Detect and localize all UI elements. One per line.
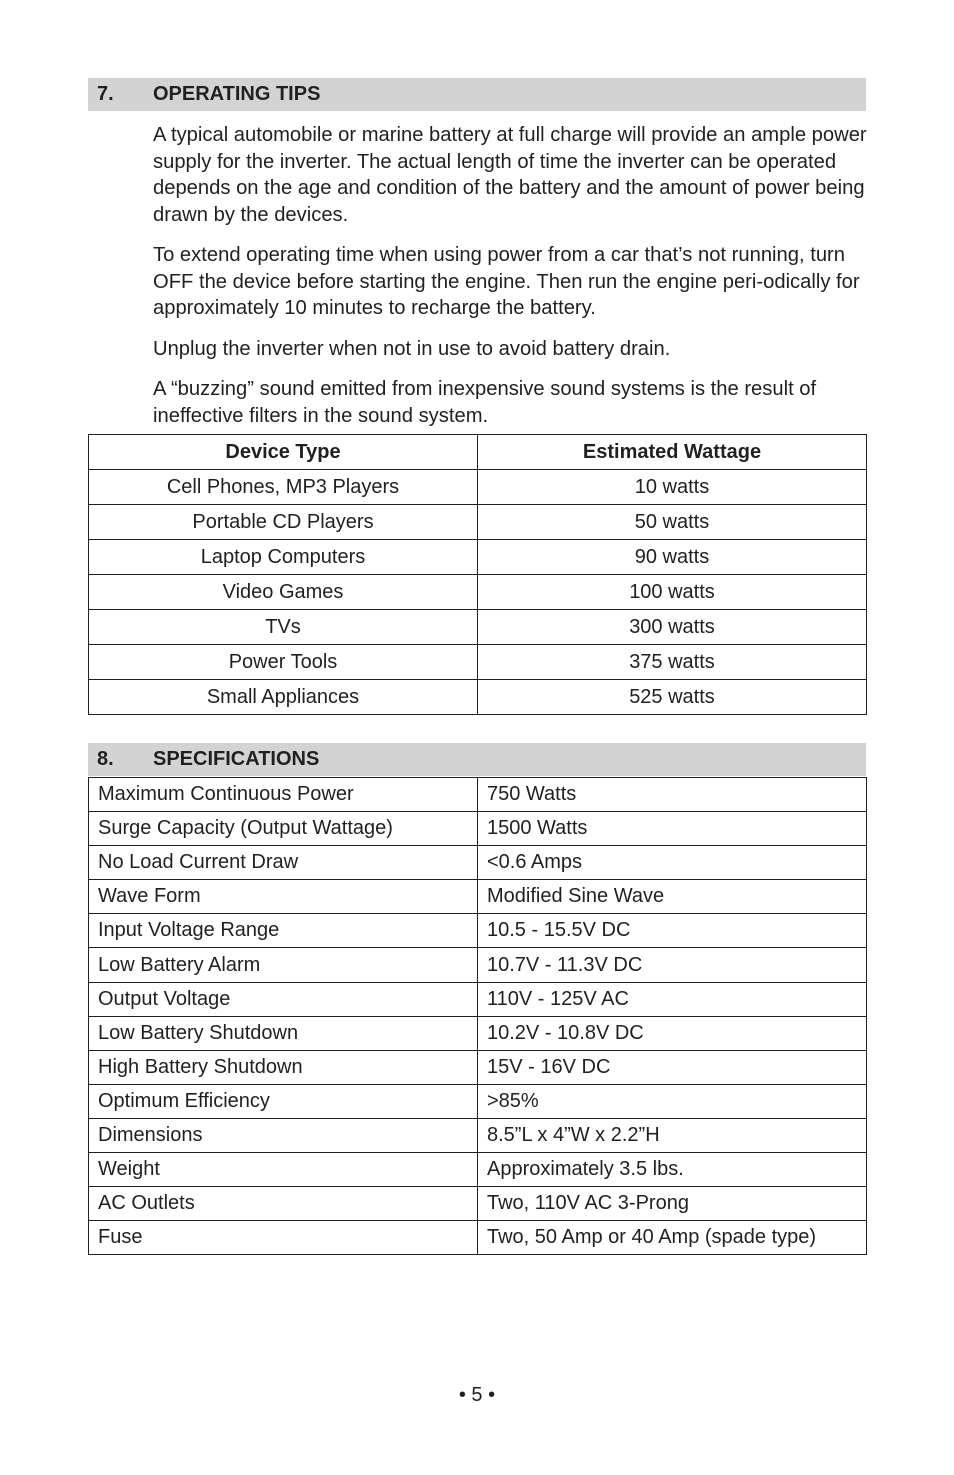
spec-label-cell: Optimum Efficiency (89, 1084, 478, 1118)
spec-value-cell: Approximately 3.5 lbs. (478, 1153, 867, 1187)
spec-label-cell: Output Voltage (89, 982, 478, 1016)
spec-label-cell: No Load Current Draw (89, 846, 478, 880)
table-row (89, 645, 867, 680)
table-row (89, 1050, 867, 1084)
spec-label-cell: Wave Form (89, 880, 478, 914)
spec-value-cell: 750 Watts (478, 778, 867, 812)
paragraph: A typical automobile or marine battery at full charge will provide an ample power supply for the inverter. The actual length of time the inverter can be operated depends on the age and condition of the battery and the amount of power being drawn by the devices. (153, 124, 867, 226)
table-row (89, 982, 867, 1016)
table-row (89, 1084, 867, 1118)
spec-label-cell: Weight (89, 1153, 478, 1187)
spec-value-cell: 10.5 - 15.5V DC (478, 914, 867, 948)
wattage-cell: 300 watts (478, 610, 867, 645)
table-row (89, 505, 867, 540)
paragraph: A “buzzing” sound emitted from inexpensive sound systems is the result of ineffective filters in the sound system. (153, 378, 817, 427)
spec-value-cell: 1500 Watts (478, 812, 867, 846)
spec-value-cell: 110V - 125V AC (478, 982, 867, 1016)
table-row (89, 540, 867, 575)
page-number: • 5 • (458, 1384, 496, 1406)
table-row (89, 1187, 867, 1221)
spec-label-cell: Input Voltage Range (89, 914, 478, 948)
spec-label-cell: Maximum Continuous Power (89, 778, 478, 812)
table-row (89, 680, 867, 715)
table-row (89, 880, 867, 914)
section-title: SPECIFICATIONS (153, 748, 320, 770)
spec-label-cell: Fuse (89, 1221, 478, 1255)
table-row (89, 575, 867, 610)
device-type-cell: Video Games (89, 575, 478, 610)
table-row (89, 1221, 867, 1255)
device-type-cell: Power Tools (89, 645, 478, 680)
table-row (89, 1153, 867, 1187)
section-title: OPERATING TIPS (153, 83, 321, 105)
section-header-operating-tips (88, 78, 866, 111)
spec-value-cell: 15V - 16V DC (478, 1050, 867, 1084)
device-type-cell: Portable CD Players (89, 505, 478, 540)
paragraph: Unplug the inverter when not in use to avoid battery drain. (153, 337, 671, 360)
table-row (89, 812, 867, 846)
device-type-cell: TVs (89, 610, 478, 645)
spec-value-cell: 10.2V - 10.8V DC (478, 1016, 867, 1050)
spec-value-cell: 10.7V - 11.3V DC (478, 948, 867, 982)
section-number: 7. (97, 83, 114, 105)
spec-value-cell: Two, 110V AC 3-Prong (478, 1187, 867, 1221)
section-header-specifications (88, 743, 866, 776)
spec-label-cell: High Battery Shutdown (89, 1050, 478, 1084)
spec-label-cell: AC Outlets (89, 1187, 478, 1221)
spec-label-cell: Low Battery Alarm (89, 948, 478, 982)
table-row (89, 470, 867, 505)
wattage-cell: 100 watts (478, 575, 867, 610)
wattage-cell: 50 watts (478, 505, 867, 540)
column-header-device-type: Device Type (89, 435, 478, 470)
wattage-cell: 90 watts (478, 540, 867, 575)
wattage-cell: 375 watts (478, 645, 867, 680)
wattage-cell: 10 watts (478, 470, 867, 505)
operating-tips-body (153, 122, 869, 443)
paragraph: To extend operating time when using power from a car that’s not running, turn OFF the device before starting the engine. Then run the engine peri-odically for approximately 10 minutes to recharge the battery. (153, 244, 860, 319)
wattage-cell: 525 watts (478, 680, 867, 715)
column-header-estimated-wattage: Estimated Wattage (478, 435, 867, 470)
spec-value-cell: <0.6 Amps (478, 846, 867, 880)
spec-label-cell: Dimensions (89, 1118, 478, 1152)
table-row (89, 1118, 867, 1152)
spec-value-cell: >85% (478, 1084, 867, 1118)
table-row (89, 948, 867, 982)
device-type-cell: Small Appliances (89, 680, 478, 715)
spec-value-cell: Modified Sine Wave (478, 880, 867, 914)
device-type-cell: Cell Phones, MP3 Players (89, 470, 478, 505)
wattage-table (88, 434, 867, 715)
table-row (89, 1016, 867, 1050)
spec-value-cell: 8.5”L x 4”W x 2.2”H (478, 1118, 867, 1152)
section-number: 8. (97, 748, 114, 770)
spec-label-cell: Surge Capacity (Output Wattage) (89, 812, 478, 846)
table-header-row (89, 435, 867, 470)
spec-label-cell: Low Battery Shutdown (89, 1016, 478, 1050)
table-row (89, 914, 867, 948)
table-row (89, 778, 867, 812)
table-row (89, 846, 867, 880)
device-type-cell: Laptop Computers (89, 540, 478, 575)
spec-value-cell: Two, 50 Amp or 40 Amp (spade type) (478, 1221, 867, 1255)
specifications-table (88, 777, 867, 1255)
table-row (89, 610, 867, 645)
